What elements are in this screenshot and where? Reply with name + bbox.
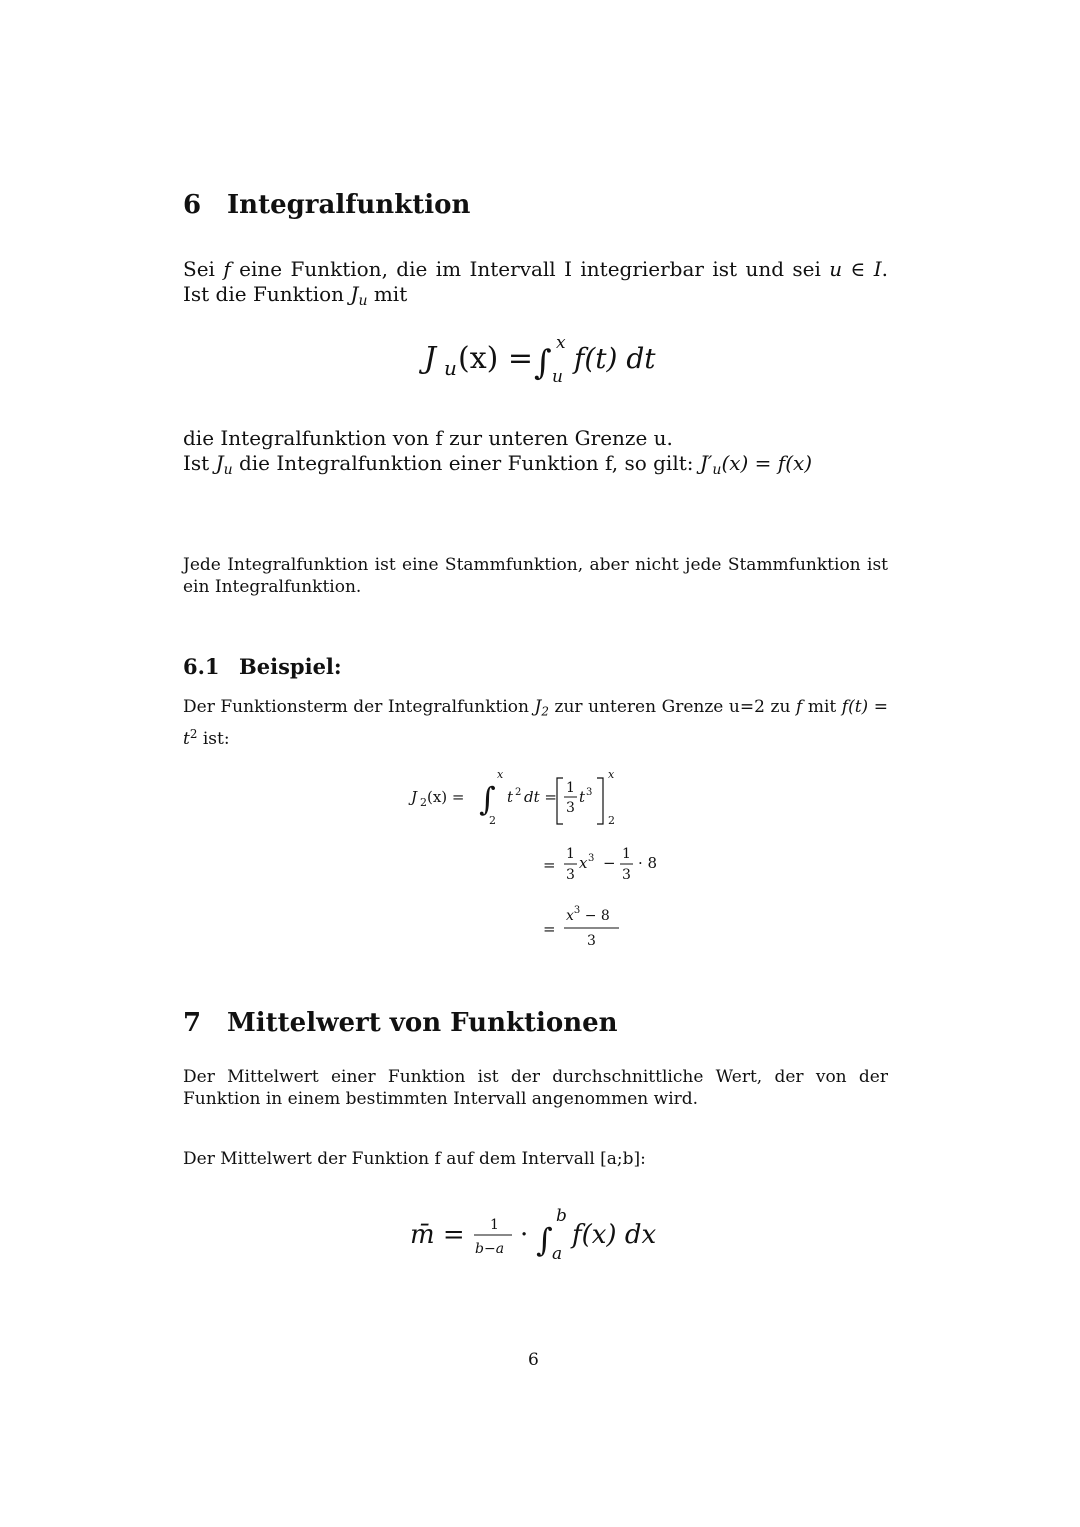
left-bracket bbox=[557, 778, 563, 824]
formula-lhs-sub: u bbox=[444, 356, 457, 380]
mean-value-intro: Der Mittelwert der Funktion f auf dem Intervall [a;b]: bbox=[183, 1149, 646, 1169]
deriv-line3-num: $x^3 - 8$ bbox=[566, 905, 610, 924]
intro-paragraph bbox=[183, 257, 888, 314]
example-derivation bbox=[405, 760, 685, 960]
math-sub: u bbox=[223, 462, 233, 479]
section-7-heading bbox=[183, 1008, 618, 1038]
deriv-line2-den1: 3 bbox=[566, 867, 575, 883]
deriv-line2-x-exp: 3 bbox=[588, 853, 595, 864]
mean-frac-num: 1 bbox=[490, 1217, 499, 1233]
deriv-lhs-sub: 2 bbox=[420, 796, 427, 809]
deriv-integrand-exp: 2 bbox=[515, 787, 522, 798]
math-sub: 2 bbox=[541, 704, 549, 719]
deriv-line2-minus: − bbox=[603, 854, 616, 872]
integral-lower: u bbox=[552, 367, 563, 387]
deriv-line2-tail: · 8 bbox=[638, 854, 658, 872]
mean-lhs: m̄ = bbox=[410, 1220, 465, 1250]
mean-int-lower: a bbox=[552, 1244, 563, 1264]
mean-int-upper: b bbox=[556, 1206, 567, 1226]
text-run: eine Funktion, die im Intervall I integrierbar ist und sei bbox=[230, 257, 830, 281]
math-j: J bbox=[534, 697, 542, 717]
formula-lhs: J bbox=[424, 341, 437, 376]
text-run: . Ist die Funktion bbox=[183, 257, 888, 306]
text-run: ist: bbox=[197, 728, 230, 749]
text-run: zur unteren Grenze u=2 zu bbox=[548, 697, 796, 717]
section-title: Mittelwert von Funktionen bbox=[227, 1008, 618, 1038]
deriv-line2-num1: 1 bbox=[566, 846, 575, 862]
deriv-bracket-t: t bbox=[579, 788, 586, 806]
text-run: Ist bbox=[183, 451, 216, 475]
integrand: f(t) dt bbox=[574, 342, 656, 375]
math-j: J bbox=[350, 282, 359, 306]
section-title: Integralfunktion bbox=[227, 190, 471, 220]
deriv-integrand: t bbox=[507, 788, 514, 806]
text-run: Sei bbox=[183, 257, 224, 281]
deriv-line3-den: 3 bbox=[587, 933, 596, 949]
math-j: J bbox=[215, 451, 224, 475]
text-run: mit bbox=[367, 282, 408, 306]
integral-function-formula bbox=[420, 330, 680, 390]
math-f: f bbox=[795, 697, 803, 717]
example-paragraph bbox=[183, 696, 888, 750]
math-sup: 2 bbox=[189, 726, 198, 741]
after-formula-line-1: die Integralfunktion von f zur unteren Grenze u. bbox=[183, 426, 673, 450]
section-6-heading bbox=[183, 190, 470, 220]
math-u-in-i: u ∈ I bbox=[829, 257, 882, 281]
page-number: 6 bbox=[528, 1350, 539, 1370]
deriv-lhs: J bbox=[411, 788, 418, 806]
integral-sign-icon: ∫ bbox=[479, 780, 496, 818]
mean-dot: · bbox=[520, 1220, 529, 1250]
deriv-frac-den: 3 bbox=[566, 800, 575, 816]
mean-value-paragraph: Der Mittelwert einer Funktion ist der durchschnittliche Wert, der von der Funktion in einem bestimmten Intervall angenommen wird. bbox=[183, 1067, 888, 1109]
mean-frac-den: b−a bbox=[475, 1241, 505, 1257]
mean-value-formula bbox=[408, 1205, 678, 1265]
deriv-line2-num2: 1 bbox=[622, 846, 631, 862]
text-run: mit bbox=[802, 697, 842, 717]
deriv-lhs-arg: (x) = bbox=[427, 788, 465, 806]
deriv-line2-x: x bbox=[579, 854, 588, 872]
integral-sign-icon: ∫ bbox=[536, 1221, 553, 1259]
deriv-dt: dt = bbox=[524, 788, 557, 806]
subsection-number: 6.1 bbox=[183, 654, 220, 679]
mean-integrand: f(x) dx bbox=[572, 1220, 657, 1250]
math-sub: u bbox=[712, 462, 722, 479]
math-derivative-rest: (x) = f(x) bbox=[721, 451, 813, 475]
deriv-bracket-exp: 3 bbox=[586, 787, 593, 798]
text-run: Der Funktionsterm der Integralfunktion bbox=[183, 697, 535, 717]
subsection-title: Beispiel: bbox=[239, 654, 342, 679]
text-run: die Integralfunktion einer Funktion f, so gilt: bbox=[232, 451, 700, 475]
math-f: f bbox=[223, 257, 231, 281]
section-number: 6 bbox=[183, 190, 202, 220]
deriv-line2-den2: 3 bbox=[622, 867, 631, 883]
integral-sign-icon: ∫ bbox=[534, 343, 552, 383]
right-bracket bbox=[597, 778, 603, 824]
deriv-line2-eq: = bbox=[543, 856, 556, 874]
after-formula-line-2 bbox=[183, 451, 888, 483]
integral-upper: x bbox=[556, 333, 566, 353]
deriv-frac-num: 1 bbox=[566, 780, 575, 796]
deriv-bracket-lower: 2 bbox=[608, 814, 615, 827]
deriv-bracket-upper: x bbox=[608, 768, 615, 781]
section-number: 7 bbox=[183, 1008, 202, 1038]
deriv-line3-eq: = bbox=[543, 920, 556, 938]
math-ft: f(t) = t bbox=[183, 697, 888, 749]
formula-lhs-arg: (x) = bbox=[458, 341, 533, 376]
subsection-6-1-heading bbox=[183, 654, 342, 679]
note-paragraph: Jede Integralfunktion ist eine Stammfunktion, aber nicht jede Stammfunktion ist ein Integralfunktion. bbox=[183, 555, 888, 597]
deriv-int-lower: 2 bbox=[489, 814, 496, 827]
math-sub: u bbox=[358, 293, 368, 310]
math-derivative: J′ bbox=[699, 451, 713, 475]
deriv-int-upper: x bbox=[497, 768, 504, 781]
